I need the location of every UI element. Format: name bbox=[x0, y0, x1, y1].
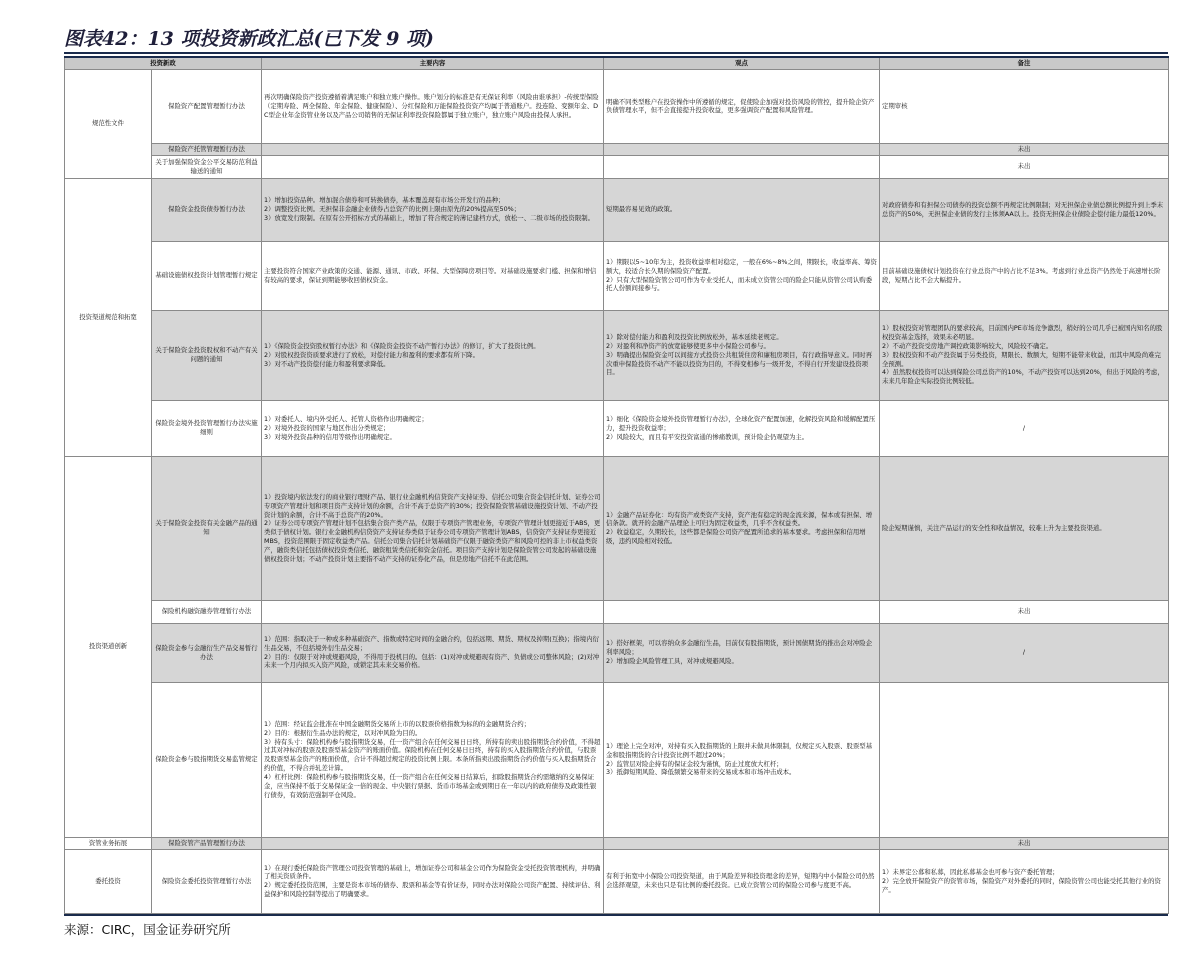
content-cell bbox=[262, 600, 604, 623]
header-view: 观点 bbox=[604, 57, 880, 69]
table-row bbox=[65, 155, 1169, 178]
table-row bbox=[65, 143, 1169, 155]
table-row bbox=[65, 69, 1169, 143]
table-row bbox=[65, 400, 1169, 456]
note-cell: 未出 bbox=[880, 143, 1169, 155]
title-divider bbox=[64, 52, 1168, 54]
content-cell bbox=[262, 837, 604, 849]
policy-name: 保险资金境外投资管理暂行办法实施细则 bbox=[152, 400, 262, 456]
view-cell: 有利于拓宽中小保险公司投资渠道，由于风险差异和投资理念的差异，短期内中小保险公司仍然会选择观望，未来也只是有比例的委托投资。已成立资管公司的保险公司参与度更不高。 bbox=[604, 849, 880, 913]
note-cell: 1）未界定公募和私募，因此私募基金也可参与资产委托管理； 2）完全放开保险资产的资管市场，保险资产对外委托的同时，保险资管公司也能受托其他行业的资产。 bbox=[880, 849, 1169, 913]
view-cell: 1）搭好框架，可以容纳众多金融衍生品，目前仅有股指期货，预计国债期货的推出会对冲险企利率风险； 2）增加险企风险管理工具，对冲或规避风险。 bbox=[604, 623, 880, 682]
policy-name: 关于保险资金投资股权和不动产有关问题的通知 bbox=[152, 310, 262, 400]
content-cell: 1）对委托人、境内外受托人、托管人资格作出明确规定； 2）对境外投资的国家与地区作出分类规定； 3）对境外投资品种的信用等级作出明确规定。 bbox=[262, 400, 604, 456]
table-row bbox=[65, 600, 1169, 623]
content-cell bbox=[262, 155, 604, 178]
table-row bbox=[65, 849, 1169, 913]
note-cell: / bbox=[880, 623, 1169, 682]
policy-name: 保险资金投资债券暂行办法 bbox=[152, 178, 262, 241]
note-cell: 未出 bbox=[880, 155, 1169, 178]
footer-divider bbox=[64, 914, 1168, 916]
table-row bbox=[65, 310, 1169, 400]
view-cell bbox=[604, 837, 880, 849]
figure-title: 图表42：13 项投资新政汇总(已下发 9 项) bbox=[64, 28, 434, 50]
view-cell: 1）期限以5~10年为主，投资收益率相对稳定，一般在6%~8%之间，期限长，收益率高、筹资额大，较适合长久期的保险资产配置。 2）只有大型保险资管公司可作为专业受托人，而未成立资管公司的险企只能从资管公司认购委托人份额间接参与。 bbox=[604, 241, 880, 310]
category-cell: 规范性文件 bbox=[65, 69, 152, 178]
content-cell: 1）在现行委托保险资产管理公司投资管理的基础上，增加证券公司和基金公司作为保险资金受托投资管理机构，并明确了相关资质条件。 2）规定委托投资范围，主要是资本市场的债券、股票和基金等有价证券，同时办法对保险公司资产配置、持续评估、利益保护和风险控制等提出了明确要求。 bbox=[262, 849, 604, 913]
note-cell: 对政府债券和有担保公司债券的投资总额不再规定比例限制；对无担保企业债总额比例提升到上季末总资产的50%，无担保企业债的发行主体须AA以上。投资无担保企业债险企偿付能力最低120%。 bbox=[880, 178, 1169, 241]
table-row bbox=[65, 623, 1169, 682]
content-cell: 1）《保险资金投资股权暂行办法》和《保险资金投资不动产暂行办法》的修订，扩大了投资比例。 2）对股权投资资质要求进行了放松，对偿付能力和盈利的要求都有所下降。 3）对不动产投资偿付能力和盈利要求降低。 bbox=[262, 310, 604, 400]
table-row bbox=[65, 178, 1169, 241]
category-cell: 投资渠道创新 bbox=[65, 456, 152, 837]
policy-name: 保险资管产品管理暂行办法 bbox=[152, 837, 262, 849]
policy-name: 关于保险资金投资有关金融产品的通知 bbox=[152, 456, 262, 600]
table-row bbox=[65, 837, 1169, 849]
content-cell: 再次明确保险资产投资遵循着满足账户和独立账户操作。账户划分的标准是有无保证利率（风险由谁承担）-传统型保险（定期寿险、两全保险、年金保险、健康保险）、分红保险和万能保险投资资产均属于普通账户。投连险、变额年金、DC型企业年金资管业务以及产品公司销售的无保证利率投资保险都属于独立账户，独立账户风险由投保人承担。 bbox=[262, 69, 604, 143]
content-cell bbox=[262, 143, 604, 155]
policy-name: 基础设施债权投资计划管理暂行规定 bbox=[152, 241, 262, 310]
policy-name: 保险资金委托投资管理暂行办法 bbox=[152, 849, 262, 913]
view-cell bbox=[604, 143, 880, 155]
policy-name: 保险资金参与金融衍生产品交易暂行办法 bbox=[152, 623, 262, 682]
policy-table bbox=[64, 56, 1169, 914]
view-cell bbox=[604, 600, 880, 623]
table-row bbox=[65, 682, 1169, 837]
view-cell: 短期最容易见效的政策。 bbox=[604, 178, 880, 241]
policy-name: 保险资产配置管理暂行办法 bbox=[152, 69, 262, 143]
policy-name: 保险机构融资融券管理暂行办法 bbox=[152, 600, 262, 623]
view-cell: 1）细化《保险资金境外投资管理暂行办法》，全球化资产配置加速，化解投资风险和缓解配置压力，提升投资收益率； 2）风险较大，而且有平安投资富通的惨痛教训，预计险企仍观望为主。 bbox=[604, 400, 880, 456]
category-cell: 资管业务拓展 bbox=[65, 837, 152, 849]
policy-name: 关于加强保险资金公平交易防范利益输送的通知 bbox=[152, 155, 262, 178]
content-cell: 主要投资符合国家产业政策的交通、能源、通讯、市政、环保、大型保障房项目等。对基础设施要求门槛、担保和增信有较高的要求，保证到期能够收回债权资金。 bbox=[262, 241, 604, 310]
content-cell: 1）范围：经证监会批准在中国金融期货交易所上市的以股票价格指数为标的的金融期货合约； 2）目的：根据衍生品办法的规定，以对冲风险为目的。 3）持有头寸：保险机构参与股指期货交易，任一资产组合在任何交易日日终，所持有的卖出股指期货合约价值，不得超过其对冲标的股票及股票型基金资产的账面价值。保险机构在任何交易日日终，持有的买入股指期货合约价值，与股票及股票型基金资产的账面价值，合计不得超过规定的投资比例上限。本条所指卖出股指期货合约价值与买入股指期货合约价值，不得合并轧差计算。 4）杠杆比例：保险机构参与股指期货交易，任一资产组合在任何交易日结算后，扣除股指期货合约需缴纳的交易保证金，应当保持不低于交易保证金一倍的现金、中央银行票据、货币市场基金或到期日在一年以内的政府债券及政策性银行债券，有效防范强制平仓风险。 bbox=[262, 682, 604, 837]
policy-name: 保险资金参与股指期货交易监管规定 bbox=[152, 682, 262, 837]
note-cell: 未出 bbox=[880, 600, 1169, 623]
header-content: 主要内容 bbox=[262, 57, 604, 69]
policy-name: 保险资产托管管理暂行办法 bbox=[152, 143, 262, 155]
source-note: 来源：CIRC，国金证券研究所 bbox=[64, 922, 231, 937]
view-cell bbox=[604, 155, 880, 178]
table-header-row bbox=[65, 57, 1169, 69]
table-row bbox=[65, 456, 1169, 600]
content-cell: 1）范围：指取决于一种或多种基础资产、指数或特定时间的金融合约，包括远期、期货、期权及掉期(互换)；指境内衍生品交易，不包括境外衍生品交易； 2）目的：仅限于对冲或规避风险，不得用于投机目的。包括：(1)对冲或规避现有资产、负债或公司整体风险；(2)对冲未来一个月内拟买入资产风险，或锁定其未来交易价格。 bbox=[262, 623, 604, 682]
note-cell: 未出 bbox=[880, 837, 1169, 849]
view-cell: 1）理论上完全对冲，对持有买入股指期货的上限并未做具体限制，仅规定买入股票、股票型基金和股指期货的合计投资比例不超过20%； 2）监管层对险企持有的保证金较为谨慎，防止过度放大杠杆； 3）抵御短期风险、降低频繁交易带来的交易成本和市场冲击成本。 bbox=[604, 682, 880, 837]
header-policy: 投资新政 bbox=[65, 57, 262, 69]
note-cell bbox=[880, 682, 1169, 837]
note-cell: 目前基础设施债权计划投资在行业总资产中的占比不足3%。考虑到行业总资产仍然处于高速增长阶段，短期占比不会大幅提升。 bbox=[880, 241, 1169, 310]
note-cell: 险企短期谨慎，关注产品运行的安全性和收益情况，较难上升为主要投资渠道。 bbox=[880, 456, 1169, 600]
table-row bbox=[65, 241, 1169, 310]
view-cell: 1）金融产品证券化：均有资产或类资产支持，资产池有稳定的现金流来源，保本或有担保、增信条款。就开的金融产品理论上可归为固定收益类，几乎不含权益类。 2）收益稳定，久期较长，这些都是保险公司资产配置所追求的基本要求。考虑担保和信用增级，违约风险相对较低。 bbox=[604, 456, 880, 600]
note-cell: 1）股权投资对管理团队的要求较高，目前国内PE市场竞争激烈，稍好的公司几乎已被国内知名的股权投资基金选择，效果未必明显。 2）不动产投资受房地产调控政策影响较大，风险较不确定。 3）股权投资和不动产投资属于另类投资，期限长、数额大，短期不能带来收益，而其中风险尚难完全预测。 4）虽然股权投资可以达到保险公司总资产的10%，不动产投资可以达到20%，但出于风险的考虑，未来几年险企实际投资比例较低。 bbox=[880, 310, 1169, 400]
note-cell: 定期审核 bbox=[880, 69, 1169, 143]
content-cell: 1）投资境内依法发行的商业银行理财产品、银行业金融机构信贷资产支持证券、信托公司集合资金信托计划、证券公司专项资产管理计划和项目资产支持计划的余额，合计不高于总资产的30%；投资保险资管基础设施投资计划、不动产投资计划的余额，合计不高于总资产的20%。 2）证券公司专项资产管理计划不包括集合资产类产品，仅限于专项资产管理业务，专项资产管理计划更接近于ABS，更类似于债权计划。银行业金融机构信贷资产支持证券类似于证券公司专项资产管理计划ABS，信贷资产支持证券更接近MBS，投资范围限于固定收益类产品。信托公司集合信托计划基础资产仅限于融资类资产和风险可控的非上市权益类资产，融资类信托包括债权投资类信托、融资租赁类信托和资金信托。项目资产支持计划是保险资管公司发起的基础设施债权投资计划；不动产投资计划主要指不动产支持的证券化产品，但是房地产信托不在此范围。 bbox=[262, 456, 604, 600]
view-cell: 明确不同类型账户在投资操作中所遵循的规定，促使险企加强对投资风险的管控，提升险企资产负债管理水平，但不会直接提升投资收益，更多强调资产配置和风险管理。 bbox=[604, 69, 880, 143]
category-cell: 委托投资 bbox=[65, 849, 152, 913]
content-cell: 1）增加投资品种。增加混合债券和可转换债券，基本覆盖现有市场公开发行的品种； 2）调整投资比例。无担保非金融企业债券占总资产的比例上限由原先的20%提高至50%； 3）放宽发行限制。在原有公开招标方式的基础上，增加了符合规定的薄记建档方式，放松一、二级市场的投资限制。 bbox=[262, 178, 604, 241]
category-cell: 投资渠道规范和拓宽 bbox=[65, 178, 152, 456]
header-note: 备注 bbox=[880, 57, 1169, 69]
note-cell: / bbox=[880, 400, 1169, 456]
view-cell: 1）除对偿付能力和盈利及投资比例放松外，基本延续老规定。 2）对盈利和净资产的放宽能够使更多中小保险公司参与。 3）明确提出保险资金可以间接方式投资公共租赁住房和廉租房项目，有行政指导意义。同时再次重申保险投资不动产不能以投资为目的，不得变相参与一级开发，不得自行开发建设投资项目。 bbox=[604, 310, 880, 400]
